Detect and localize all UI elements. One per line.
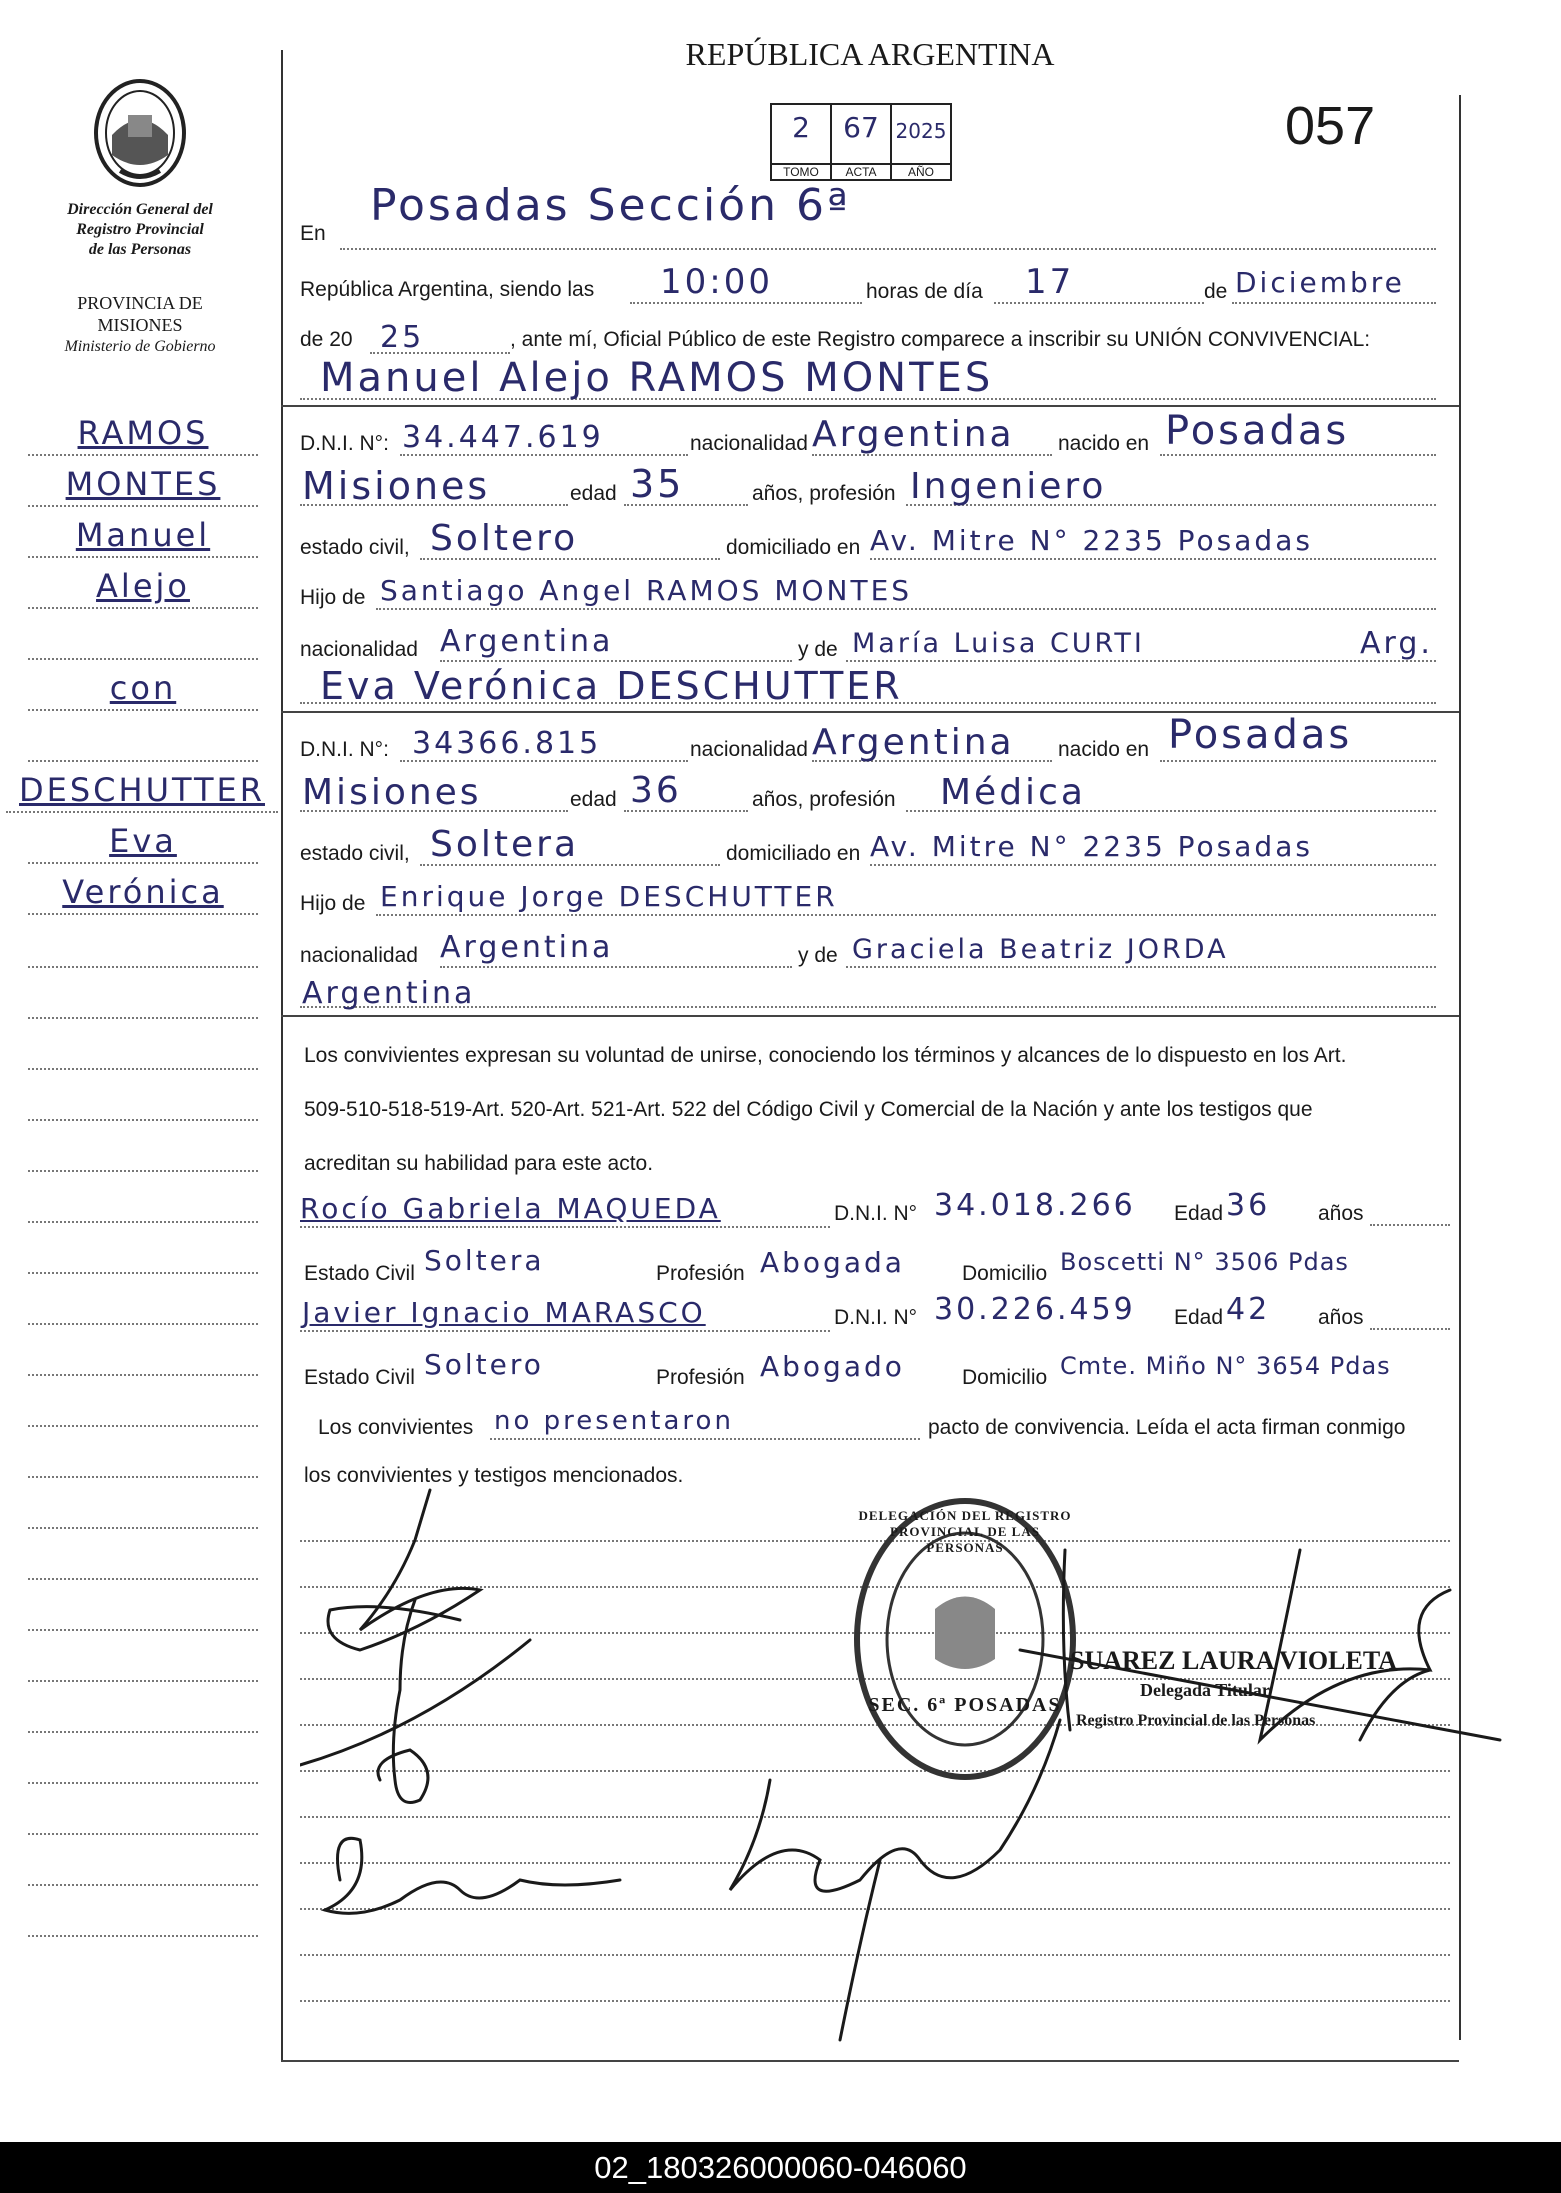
margin-blank-line [28,1017,258,1019]
profesion-label: Profesión [656,1366,745,1389]
margin-blank-line [28,1935,258,1937]
left-margin-rule [281,50,283,2060]
domicilio-label: Domicilio [962,1366,1048,1389]
margin-blank-line [28,1476,258,1478]
nacido-label: nacido en [1058,738,1150,761]
person2-profesion: Médica [940,772,1086,813]
witness2-domicilio: Cmte. Miño N° 3654 Pdas [1060,1352,1391,1380]
en-label: En [300,222,326,245]
person2-padre-nacionalidad: Argentina [440,930,614,965]
person2-madre-nacionalidad: Argentina [302,976,476,1011]
margin-blank-line [28,1731,258,1733]
margin-blank-line [28,1374,258,1376]
witness1-domicilio: Boscetti N° 3506 Pdas [1060,1248,1349,1276]
org-name: Dirección General del Registro Provincial de las Personas [67,201,213,258]
y-de-label: y de [798,638,838,661]
profesion-label: Profesión [656,1262,745,1285]
margin-blank-line [28,1833,258,1835]
nacido-label: nacido en [1058,432,1150,455]
person2-dni: 34366.815 [412,726,602,761]
anos-profesion-label: años, profesión [752,482,896,505]
closing-suffix: pacto de convivencia. Leída el acta firman conmigo [928,1416,1406,1439]
dni-label: D.N.I. N°: [300,738,389,761]
closing-prefix: Los convivientes [318,1416,474,1439]
year-label: de 20 [300,328,353,351]
hijo-label: Hijo de [300,586,366,609]
person2-estado-civil: Soltera [430,824,580,865]
ante-text: , ante mí, Oficial Público de este Registro comparece a inscribir su UNIÓN CONVIVENCIAL: [510,328,1371,351]
person1-profesion: Ingeniero [910,466,1107,507]
place-value: Posadas Sección 6ª [370,180,851,231]
witness2-profesion: Abogado [760,1350,905,1383]
de-label: de [1204,280,1228,303]
person2-nacido-en: Posadas [1168,712,1353,758]
anos-label: años [1318,1306,1364,1329]
dni-label: D.N.I. N° [834,1306,918,1329]
person1-edad: 35 [630,462,685,506]
hijo-label: Hijo de [300,892,366,915]
witness1-estado: Soltera [424,1244,545,1277]
nacionalidad-label: nacionalidad [690,432,808,455]
person1-nacionalidad: Argentina [812,414,1015,455]
person1-padre-nacionalidad: Argentina [440,624,614,659]
witness1-name: Rocío Gabriela MAQUEDA [300,1192,721,1225]
person1-padre: Santiago Angel RAMOS MONTES [380,574,913,607]
dni-label: D.N.I. N° [834,1202,918,1225]
closing-line2: los convivientes y testigos mencionados. [304,1464,684,1487]
margin-blank-line [28,1068,258,1070]
witness1-dni: 34.018.266 [934,1188,1136,1223]
person2-edad: 36 [630,770,682,811]
page-number: 057 [1285,96,1376,156]
person2-nacido-en-2: Misiones [302,772,482,813]
official-name: SUAREZ LAURA VIOLETA [1070,1646,1398,1675]
margin-blank-line [28,1221,258,1223]
margin-blank-line [28,1782,258,1784]
estado-civil-label: estado civil, [300,842,410,865]
margin-name-line: Verónica [28,875,258,915]
rep-label: República Argentina, siendo las [300,278,595,301]
nacionalidad-label: nacionalidad [300,944,418,967]
person1-madre-nacionalidad: Arg. [1360,626,1433,661]
tomo-box: 2 TOMO [770,103,832,181]
horas-label: horas de día [866,280,983,303]
witness1-edad: 36 [1226,1188,1271,1223]
section-divider [281,1015,1459,1017]
margin-name-line [28,722,258,762]
anos-label: años [1318,1202,1364,1225]
document-country-title: REPÚBLICA ARGENTINA [685,36,1055,72]
domiciliado-label: domiciliado en [726,536,861,559]
person1-domicilio: Av. Mitre N° 2235 Posadas [870,524,1313,557]
margin-name-line [28,620,258,660]
person1-estado-civil: Soltero [430,518,579,559]
declaration-line: 509-510-518-519-Art. 520-Art. 521-Art. 522 del Código Civil y Comercial de la Nación y ante los testigos que [304,1098,1313,1121]
domiciliado-label: domiciliado en [726,842,861,865]
declaration-line: acreditan su habilidad para este acto. [304,1152,654,1175]
person2-nacionalidad: Argentina [812,722,1015,763]
declaration-line: Los convivientes expresan su voluntad de unirse, conociendo los términos y alcances de lo dispuesto en los Art. [304,1044,1347,1067]
stamp-ring-text: DELEGACIÓN DEL REGISTRO PROVINCIAL DE LAS PERSONAS [858,1508,1072,1555]
margin-name-line: DESCHUTTER [6,773,278,813]
margin-name-line: Eva [28,824,258,864]
nacionalidad-label: nacionalidad [690,738,808,761]
estado-civil-label: estado civil, [300,536,410,559]
anio-box: 2025 AÑO [890,103,952,181]
edad-label: edad [570,482,617,505]
stamp-center-text: SEC. 6ª POSADAS [868,1694,1062,1716]
acta-box: 67 ACTA [830,103,892,181]
person2-padre: Enrique Jorge DESCHUTTER [380,880,838,913]
witness2-edad: 42 [1226,1292,1271,1327]
estado-civil-label: Estado Civil [304,1366,415,1389]
anos-profesion-label: años, profesión [752,788,896,811]
margin-blank-line [28,1170,258,1172]
person2-full-name: Eva Verónica DESCHUTTER [320,664,903,708]
domicilio-label: Domicilio [962,1262,1048,1285]
person1-dni: 34.447.619 [402,420,604,455]
witness2-name: Javier Ignacio MARASCO [302,1296,706,1329]
nacionalidad-label: nacionalidad [300,638,418,661]
person1-full-name: Manuel Alejo RAMOS MONTES [320,355,994,401]
acta-number-box [772,103,952,181]
margin-blank-line [28,966,258,968]
margin-name-line: con [28,671,258,711]
edad-label: edad [570,788,617,811]
estado-civil-label: Estado Civil [304,1262,415,1285]
edad-label: Edad [1174,1202,1224,1225]
person1-nacido-en-2: Misiones [302,464,491,508]
margin-blank-line [28,1884,258,1886]
margin-blank-line [28,1425,258,1427]
margin-blank-line [28,1629,258,1631]
official-org: Registro Provincial de las Personas [1076,1712,1316,1729]
year-value: 25 [380,320,425,355]
margin-blank-line [28,1323,258,1325]
closing-pact-value: no presentaron [494,1406,734,1436]
margin-blank-line [28,1119,258,1121]
margin-blank-line [28,1680,258,1682]
person2-madre: Graciela Beatriz JORDA [852,934,1229,965]
margin-name-line: Alejo [28,569,258,609]
margin-name-line: MONTES [28,467,258,507]
handwritten-signatures [300,1480,1550,2070]
witness2-dni: 30.226.459 [934,1292,1136,1327]
margin-blank-line [28,1578,258,1580]
edad-label: Edad [1174,1306,1224,1329]
y-de-label: y de [798,944,838,967]
person2-domicilio: Av. Mitre N° 2235 Posadas [870,830,1313,863]
day-value: 17 [1025,262,1075,302]
margin-blank-line [28,1527,258,1529]
hour-value: 10:00 [660,262,773,302]
person1-nacido-en: Posadas [1165,408,1350,454]
month-value: Diciembre [1235,266,1405,299]
section-divider [281,405,1459,407]
document-footer-code: 02_180326000060-046060 [0,2142,1561,2193]
person1-madre: María Luisa CURTI [852,628,1145,659]
margin-name-line: RAMOS [28,416,258,456]
official-title: Delegada Titular [1140,1680,1270,1700]
province-name: PROVINCIA DE MISIONES Ministerio de Gobierno [64,293,216,355]
margin-blank-line [28,1272,258,1274]
witness2-estado: Soltero [424,1348,544,1381]
margin-name-line: Manuel [28,518,258,558]
misiones-coat-of-arms-icon [90,75,190,190]
dni-label: D.N.I. N°: [300,432,389,455]
witness1-profesion: Abogada [760,1246,905,1279]
